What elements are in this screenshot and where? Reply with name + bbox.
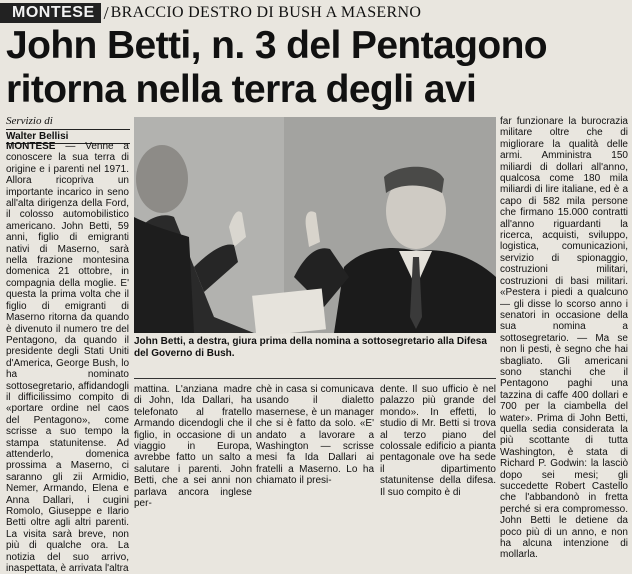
article-column-3 <box>256 384 374 487</box>
dateline: MONTESE <box>6 141 56 152</box>
news-photo <box>134 117 496 333</box>
article-column-1 <box>6 141 129 574</box>
article-column-2 <box>134 384 252 510</box>
column-1-text: — Venne a conoscere la sua terra di origine e i parenti nel 1971. Allora ricopriva un importante incarico in seno all'alta dirigenza della Ford, il colosso automobilistico americano. John Betti, 59 anni, figlio di emigranti nativi di Maserno, sarà nella frazione montesina domenica 21 ottobre, in compagnia della moglie. E' questa la prima volta che il figlio di emigranti di Maserno ritorna da quando è divenuto il numero tre del Pentagono, da quando il presidente degli Stati Uniti d'America, George Bush, lo ha nominato sottosegretario, affidandogli il difficilissimo compito di «portare ordine nel caos del Pentagono», come scrisse a suo tempo la stampa statunitense. Ad attenderlo, domenica prossima a Maserno, ci saranno gli zii Armidio, Nemer, Armando, Elena e Anna Dallari, i cugini Romolo, Giuseppe e Ilario Betti oltre agli altri parenti. La visita sarà breve, non più di qualche ora. La notizia del suo arrivo, inaspettata, è arrivata l'altra <box>6 141 129 574</box>
headline <box>6 24 630 112</box>
article-column-4 <box>380 384 496 498</box>
byline-service: Servizio di <box>6 115 53 127</box>
caption-rule <box>134 378 496 379</box>
kicker-text: BRACCIO DESTRO DI BUSH A MASERNO <box>110 4 422 21</box>
byline-author: Walter Bellisi <box>6 129 130 144</box>
byline <box>6 115 130 144</box>
kicker <box>0 2 421 24</box>
column-5-text: far funzionare la burocrazia militare oltre che di migliorare la qualità delle armi. Amministra 150 miliardi di dollari all'anno, qualcosa come 180 mila miliardi di lire italiane, ed è a capo di 582 mila persone che firmano 15.000 contratti all'anno riguardanti la ricerca, acquisti, sviluppo, logistica, comunicazioni, servizio di spionaggio, costruzioni militari, costruzioni di basi militari. «Pestera i piedi a qualcuno — gli disse lo scorso anno i senatori in occasione della sua nomina a sottosegretario. — Ma se non li pesti, è segno che hai sbagliato. Gli americani sono stanchi che il Pentagono paghi una tazzina di caffe 400 dollari e 700 per la ciambella del water». Prima di John Betti, quella sedia considerata la più scottante di tutta Washington, è stata di Richard P. Godwin: la lasciò dopo sei mesi; gli succedette Robert Castello che l'abbandonò in fretta perché si era compromesso. John Betti le detiene da poco più di un anno, e non ha alcuna intenzione di mollarla. <box>500 116 628 561</box>
column-3-text: chè in casa si comunicava usando il dialetto masernese, è un manager che si è fatto da solo. «E' andato a lavorare a Washington — scrisse mesi fa Ida Dallari ai fratelli a Maserno. Lo ha chiamato il presi- <box>256 384 374 487</box>
column-2-text: mattina. L'anziana madre di John, Ida Dallari, ha telefonato al fratello Armando dicendogli che il figlio, in occasione di un viaggio in Europa, avrebbe fatto un salto a salutare i parenti. John Betti, che a sei anni non parlava ancora inglese per- <box>134 384 252 510</box>
kicker-separator: / <box>103 2 109 23</box>
headline-line-1: John Betti, n. 3 del Pentagono <box>6 24 548 67</box>
article-column-5 <box>500 116 628 561</box>
swearing-in-photo <box>134 117 496 333</box>
column-4-text: dente. Il suo ufficio è nel palazzo più grande del mondo». In effetti, lo studio di Mr. Betti si trova al terzo piano del colossale edificio a pianta pentagonale ove ha sede il dipartimento statunitense della difesa. Il suo compito è di <box>380 384 496 498</box>
photo-caption: John Betti, a destra, giura prima della nomina a sottosegretario alla Difesa del Governo di Bush. <box>134 336 487 359</box>
kicker-tag: MONTESE <box>0 3 101 23</box>
headline-line-2: ritorna nella terra degli avi <box>6 68 477 111</box>
